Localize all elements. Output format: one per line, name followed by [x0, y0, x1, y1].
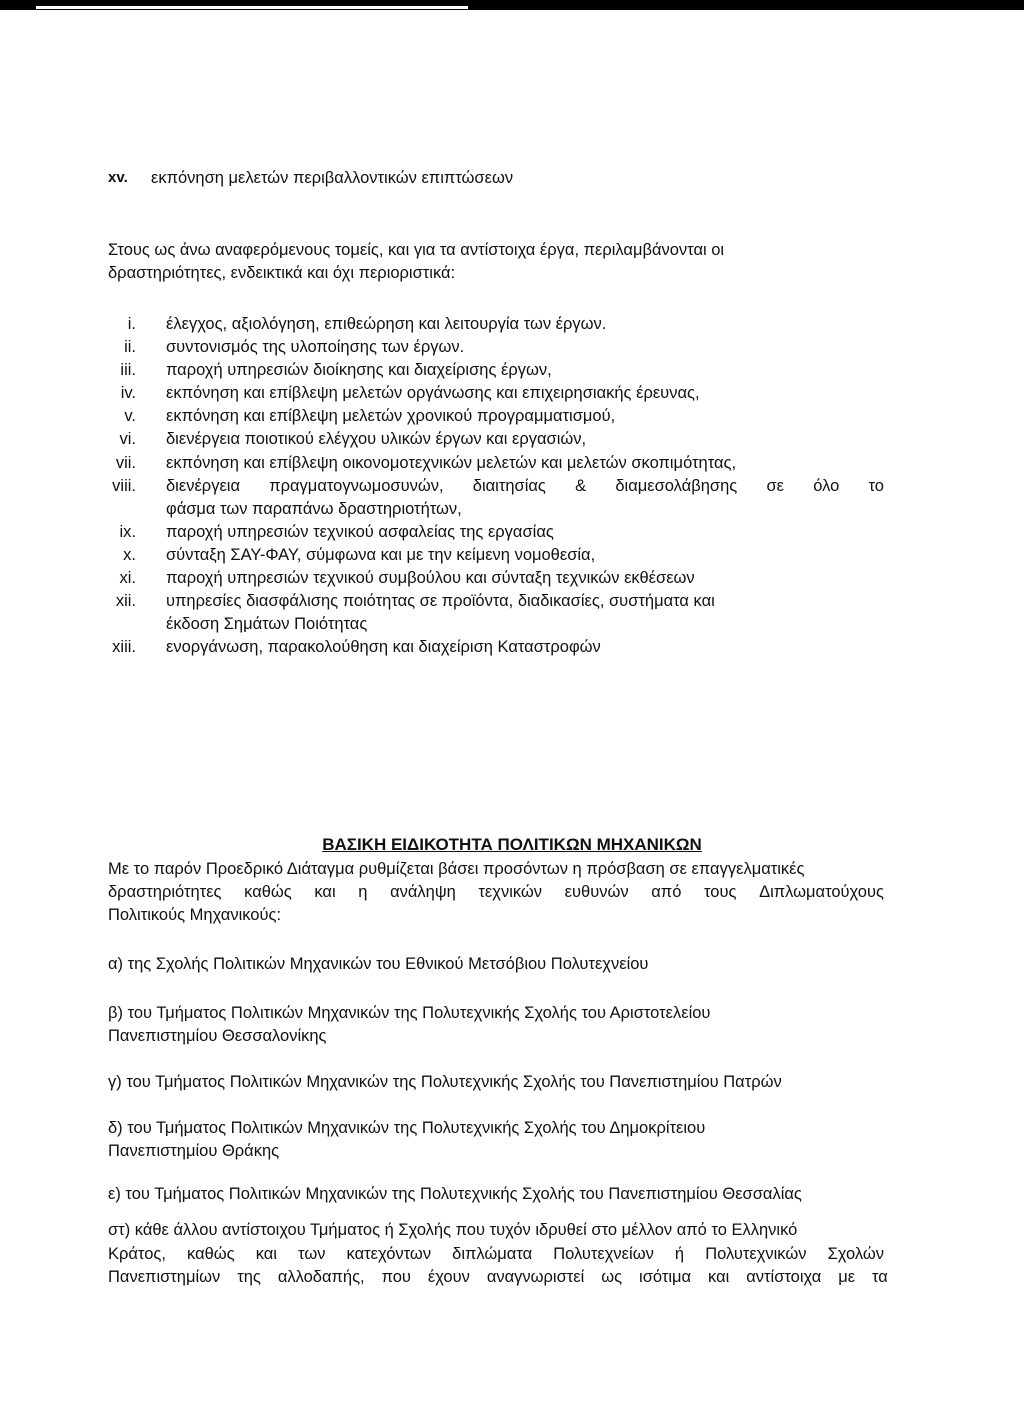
list-number: i. [127, 315, 136, 333]
school-line: β) του Τμήματος Πολιτικών Μηχανικών της Πολυτεχνικής Σχολής του Αριστοτελείου [108, 1004, 711, 1022]
word: των [298, 1245, 326, 1263]
list-item-text: συντονισμός της υλοποίησης των έργων. [166, 338, 465, 356]
word: Πολυτεχνείων [553, 1245, 654, 1263]
list-item-xv: εκπόνηση μελετών περιβαλλοντικών επιπτώσεων [151, 169, 514, 187]
paragraph-line-justified [108, 1267, 888, 1287]
word: αλλοδαπής, [277, 1268, 365, 1286]
word: όλο [813, 477, 840, 495]
word: και [314, 883, 336, 901]
list-number: v. [124, 407, 136, 425]
word: τα [872, 1268, 888, 1286]
word: το [868, 477, 884, 495]
list-item-text: ενοργάνωση, παρακολούθηση και διαχείριση Καταστροφών [166, 638, 601, 656]
school-line: ε) του Τμήματος Πολιτικών Μηχανικών της Πολυτεχνικής Σχολής του Πανεπιστημίου Θεσσαλίας [108, 1185, 802, 1203]
word: της [237, 1268, 261, 1286]
list-number: vii. [115, 454, 136, 472]
paragraph-line: Με το παρόν Προεδρικό Διάταγμα ρυθμίζεται βάσει προσόντων η πρόσβαση σε επαγγελματικές [108, 860, 805, 878]
word: και [708, 1268, 730, 1286]
word: & [575, 477, 587, 495]
paragraph-line-justified [108, 882, 884, 902]
list-number: iii. [120, 361, 136, 379]
word: που [381, 1268, 411, 1286]
word: καθώς [244, 883, 292, 901]
school-line: α) της Σχολής Πολιτικών Μηχανικών του Εθνικού Μετσόβιου Πολυτεχνείου [108, 955, 649, 973]
word: Πολυτεχνικών [705, 1245, 807, 1263]
word: τεχνικών [478, 883, 543, 901]
paragraph-line: Πολιτικούς Μηχανικούς: [108, 906, 282, 924]
section-heading: ΒΑΣΙΚΗ ΕΙΔΙΚΟΤΗΤΑ ΠΟΛΙΤΙΚΩΝ ΜΗΧΑΝΙΚΩΝ [322, 835, 702, 854]
school-line: δ) του Τμήματος Πολιτικών Μηχανικών της Πολυτεχνικής Σχολής του Δημοκρίτειου [108, 1119, 706, 1137]
document-page [0, 10, 1024, 1422]
word: ισότιμα [639, 1268, 692, 1286]
word: με [838, 1268, 856, 1286]
word: Κράτος, [108, 1245, 166, 1263]
list-number: viii. [112, 477, 136, 495]
list-number: xi. [119, 569, 136, 587]
list-number: vi. [119, 430, 136, 448]
word: διπλώματα [452, 1245, 533, 1263]
list-item-text: εκπόνηση και επίβλεψη οικονομοτεχνικών μελετών και μελετών σκοπιμότητας, [166, 454, 737, 472]
word: κατεχόντων [346, 1245, 432, 1263]
list-number: iv. [120, 384, 136, 402]
word: τους [704, 883, 737, 901]
word: και [255, 1245, 277, 1263]
list-item-text: φάσμα των παραπάνω δραστηριοτήτων, [166, 500, 462, 518]
list-number: ii. [124, 338, 136, 356]
list-item-text: εκπόνηση και επίβλεψη μελετών χρονικού προγραμματισμού, [166, 407, 616, 425]
school-line: Πανεπιστημίου Θράκης [108, 1142, 280, 1160]
scan-edge-line [36, 6, 468, 9]
word: δραστηριότητες [108, 883, 222, 901]
word: η [358, 883, 368, 901]
list-item-text: έκδοση Σημάτων Ποιότητας [166, 615, 368, 633]
list-item-text: έλεγχος, αξιολόγηση, επιθεώρηση και λειτουργία των έργων. [166, 315, 607, 333]
word: ή [674, 1245, 685, 1263]
paragraph-line: στ) κάθε άλλου αντίστοιχου Τμήματος ή Σχολής που τυχόν ιδρυθεί στο μέλλον από το Ελληνικό [108, 1221, 798, 1239]
word: διαιτησίας [472, 477, 546, 495]
list-item-text: υπηρεσίες διασφάλισης ποιότητας σε προϊόντα, διαδικασίες, συστήματα και [166, 592, 715, 610]
word: Πανεπιστημίων [108, 1268, 221, 1286]
word: ως [601, 1268, 623, 1286]
word: καθώς [187, 1245, 235, 1263]
word: πραγματογνωμοσυνών, [269, 477, 444, 495]
word: διαμεσολάβησης [615, 477, 738, 495]
list-item-text: παροχή υπηρεσιών διοίκησης και διαχείρισης έργων, [166, 361, 552, 379]
word: Σχολών [827, 1245, 884, 1263]
paragraph-line: δραστηριότητες, ενδεικτικά και όχι περιοριστικά: [108, 264, 456, 282]
list-item-text: παροχή υπηρεσιών τεχνικού ασφαλείας της εργασίας [166, 523, 554, 541]
list-number-xv: xv. [108, 169, 128, 186]
word: αντίστοιχα [746, 1268, 822, 1286]
paragraph-line: Στους ως άνω αναφερόμενους τομείς, και για τα αντίστοιχα έργα, περιλαμβάνονται οι [108, 241, 725, 259]
paragraph-line-justified [108, 1244, 884, 1264]
word: Διπλωματούχους [759, 883, 884, 901]
list-number: xii. [115, 592, 136, 610]
list-item-text: διενέργεια ποιοτικού ελέγχου υλικών έργων και εργασιών, [166, 430, 587, 448]
school-line: Πανεπιστημίου Θεσσαλονίκης [108, 1027, 327, 1045]
list-number: ix. [119, 523, 136, 541]
word: αναγνωριστεί [486, 1268, 585, 1286]
word: ευθυνών [564, 883, 629, 901]
list-item-text [166, 476, 884, 496]
word: διενέργεια [166, 477, 241, 495]
word: από [651, 883, 682, 901]
list-number: x. [123, 546, 136, 564]
list-number: xiii. [112, 638, 136, 656]
word: ανάληψη [390, 883, 456, 901]
word: σε [766, 477, 784, 495]
list-item-text: παροχή υπηρεσιών τεχνικού συμβούλου και σύνταξη τεχνικών εκθέσεων [166, 569, 695, 587]
word: έχουν [427, 1268, 470, 1286]
school-line: γ) του Τμήματος Πολιτικών Μηχανικών της Πολυτεχνικής Σχολής του Πανεπιστημίου Πατρών [108, 1073, 782, 1091]
scan-top-edge [0, 0, 1024, 10]
list-item-text: σύνταξη ΣΑΥ-ΦΑΥ, σύμφωνα και με την κείμενη νομοθεσία, [166, 546, 596, 564]
list-item-text: εκπόνηση και επίβλεψη μελετών οργάνωσης και επιχειρησιακής έρευνας, [166, 384, 700, 402]
